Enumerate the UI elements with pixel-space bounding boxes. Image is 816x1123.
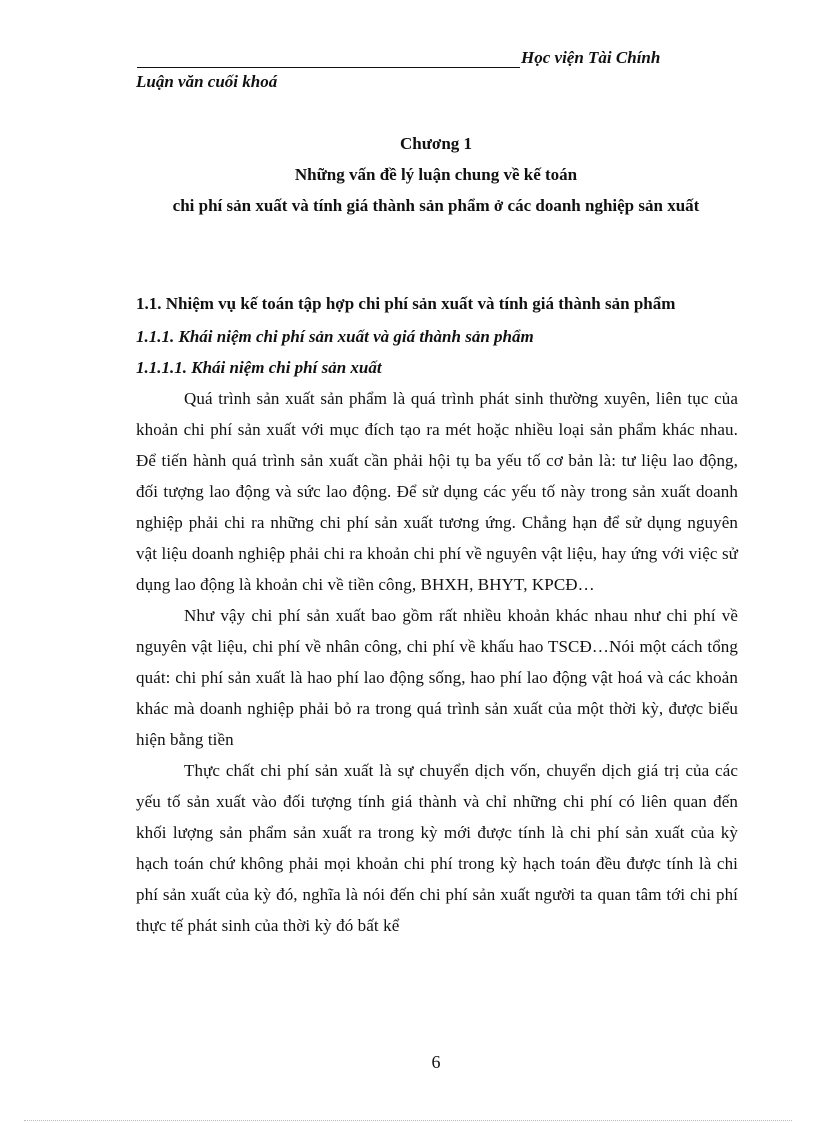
document-body bbox=[136, 288, 738, 941]
paragraph: Như vậy chi phí sản xuất bao gồm rất nhiều khoản khác nhau như chi phí về nguyên vật liệu, chi phí về nhân công, chi phí về khấu hao TSCĐ…Nói một cách tổng quát: chi phí sản xuất là hao phí lao động sống, hao phí lao động vật hoá và các khoản khác mà doanh nghiệp phải bỏ ra trong quá trình sản xuất của một thời kỳ, được biểu hiện bằng tiền bbox=[136, 606, 738, 749]
chapter-title-line1: Những vấn đề lý luận chung về kế toán bbox=[294, 165, 578, 184]
chapter-title-line2: chi phí sản xuất và tính giá thành sản phẩm ở các doanh nghiệp sản xuất bbox=[172, 196, 700, 215]
section-heading-1-1-1: 1.1.1. Khái niệm chi phí sản xuất và giá thành sản phẩm bbox=[136, 327, 534, 346]
paragraph: Thực chất chi phí sản xuất là sự chuyển dịch vốn, chuyển dịch giá trị của các yếu tố sản xuất vào đối tượng tính giá thành và chỉ những chi phí có liên quan đến khối lượng sản phẩm sản xuất ra trong kỳ mới được tính là chi phí sản xuất của kỳ hạch toán chứ không phải mọi khoản chi phí trong kỳ hạch toán đều được tính là chi phí sản xuất của kỳ đó, nghĩa là nói đến chi phí sản xuất người ta quan tâm tới chi phí thực tế phát sinh của thời kỳ đó bất kể bbox=[136, 761, 738, 935]
section-heading-1-1: 1.1. Nhiệm vụ kế toán tập hợp chi phí sản xuất và tính giá thành sản phẩm bbox=[136, 294, 676, 313]
chapter-label: Chương 1 bbox=[399, 134, 473, 153]
header-document-type: Luận văn cuối khoá bbox=[136, 72, 278, 91]
paragraph: Quá trình sản xuất sản phẩm là quá trình phát sinh thường xuyên, liên tục của khoản chi phí sản xuất với mục đích tạo ra mét hoặc nhiều loại sản phẩm khác nhau. Để tiến hành quá trình sản xuất cần phải hội tụ ba yếu tố cơ bản là: tư liệu lao động, đối tượng lao động và sức lao động. Để sử dụng các yếu tố này trong sản xuất doanh nghiệp phải chi ra những chi phí sản xuất tương ứng. Chẳng hạn để sử dụng nguyên vật liệu doanh nghiệp phải chi ra khoản chi phí về nguyên vật liệu, hay ứng với việc sử dụng lao động là khoản chi về tiền công, BHXH, BHYT, KPCĐ… bbox=[136, 389, 738, 594]
page-number: 6 bbox=[431, 1052, 441, 1072]
header-institution: Học viện Tài Chính bbox=[521, 48, 661, 67]
page-bottom-border bbox=[24, 1120, 792, 1121]
header-rule bbox=[137, 67, 520, 68]
section-heading-1-1-1-1: 1.1.1.1. Khái niệm chi phí sản xuất bbox=[136, 358, 382, 377]
chapter-heading bbox=[100, 128, 772, 221]
